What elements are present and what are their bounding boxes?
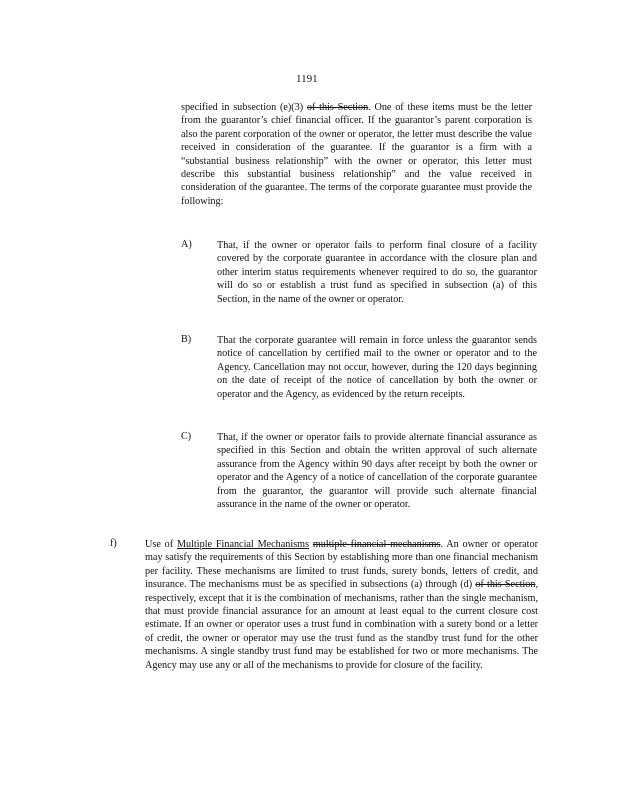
intro-text-part2: . One of these items must be the letter from the guarantor’s chief financial officer. If the guarantor’s parent corporation is also the parent corporation of the owner or operator, the letter must describe the value received in consideration of the guarantee. If the guarantor is a firm with a “substantial business relationship” with the owner or operator, this letter must describe this substantial business relationship” and the value received in consideration of the guarantee. The terms of the corporate guarantee must provide the following:	[181, 102, 533, 207]
section-f-label: f)	[110, 538, 117, 549]
page-number: 1191	[296, 73, 318, 85]
section-f-use-of: Use of	[145, 539, 177, 550]
item-c-label: C)	[181, 431, 192, 442]
item-a-text: That, if the owner or operator fails to perform final closure of a facility covered by the corporate guarantee in accordance with the closure plan and other interim status requirements whenever required to do so, the guarantor will do so or establish a trust fund as specified in subsection (a) of this Section, in the name of the owner or operator.	[217, 240, 537, 305]
section-f-struck-text: of this Section	[475, 579, 536, 591]
item-a-label: A)	[181, 239, 192, 250]
intro-paragraph	[181, 101, 532, 208]
intro-struck-text: of this Section	[306, 102, 369, 113]
section-f-text-part2: , respectively, except that it is the combination of mechanisms, rather than the single mechanism, that must provide financial assurance for an amount at least equal to the current closure cost estimate. If an owner or operator uses a trust fund in combination with a surety bond or a letter of credit, the owner or operator may use the trust fund as the standby trust fund for the other mechanisms. A single standby trust fund may be established for two or more mechanisms. The Agency may use any or all of the mechanisms to provide for closure of the facility.	[145, 579, 538, 671]
section-f-underlined-heading: Multiple Financial Mechanisms	[176, 539, 310, 550]
item-c-text: That, if the owner or operator fails to provide alternate financial assurance as specified in this Section and obtain the written approval of such alternate assurance from the Agency within 90 days after receipt by both the owner or operator and the Agency of a notice of cancellation of the corporate guarantee from the guarantor, the guarantor will provide such alternate financial assurance in the name of the owner or operator.	[217, 432, 537, 511]
item-b-label: B)	[181, 334, 192, 345]
section-f-paragraph	[145, 538, 538, 672]
section-f-text-part1: . An owner or operator may satisfy the requirements of this Section by establishing more than one financial mechanism per facility. These mechanisms are limited to trust funds, surety bonds, letters of credit, and insurance. The mechanisms must be as specified in subsections (a) through (d)	[145, 539, 539, 591]
section-f-struck-heading: multiple financial mechanisms	[312, 539, 441, 550]
item-b-text: That the corporate guarantee will remain in force unless the guarantor sends notice of cancellation by certified mail to the owner or operator and to the Agency. Cancellation may not occur, however, during the 120 days beginning on the date of receipt of the notice of cancellation by both the owner or operator and the Agency, as evidenced by the return receipts.	[217, 335, 537, 400]
intro-text-part1: specified in subsection (e)(3)	[181, 102, 307, 113]
